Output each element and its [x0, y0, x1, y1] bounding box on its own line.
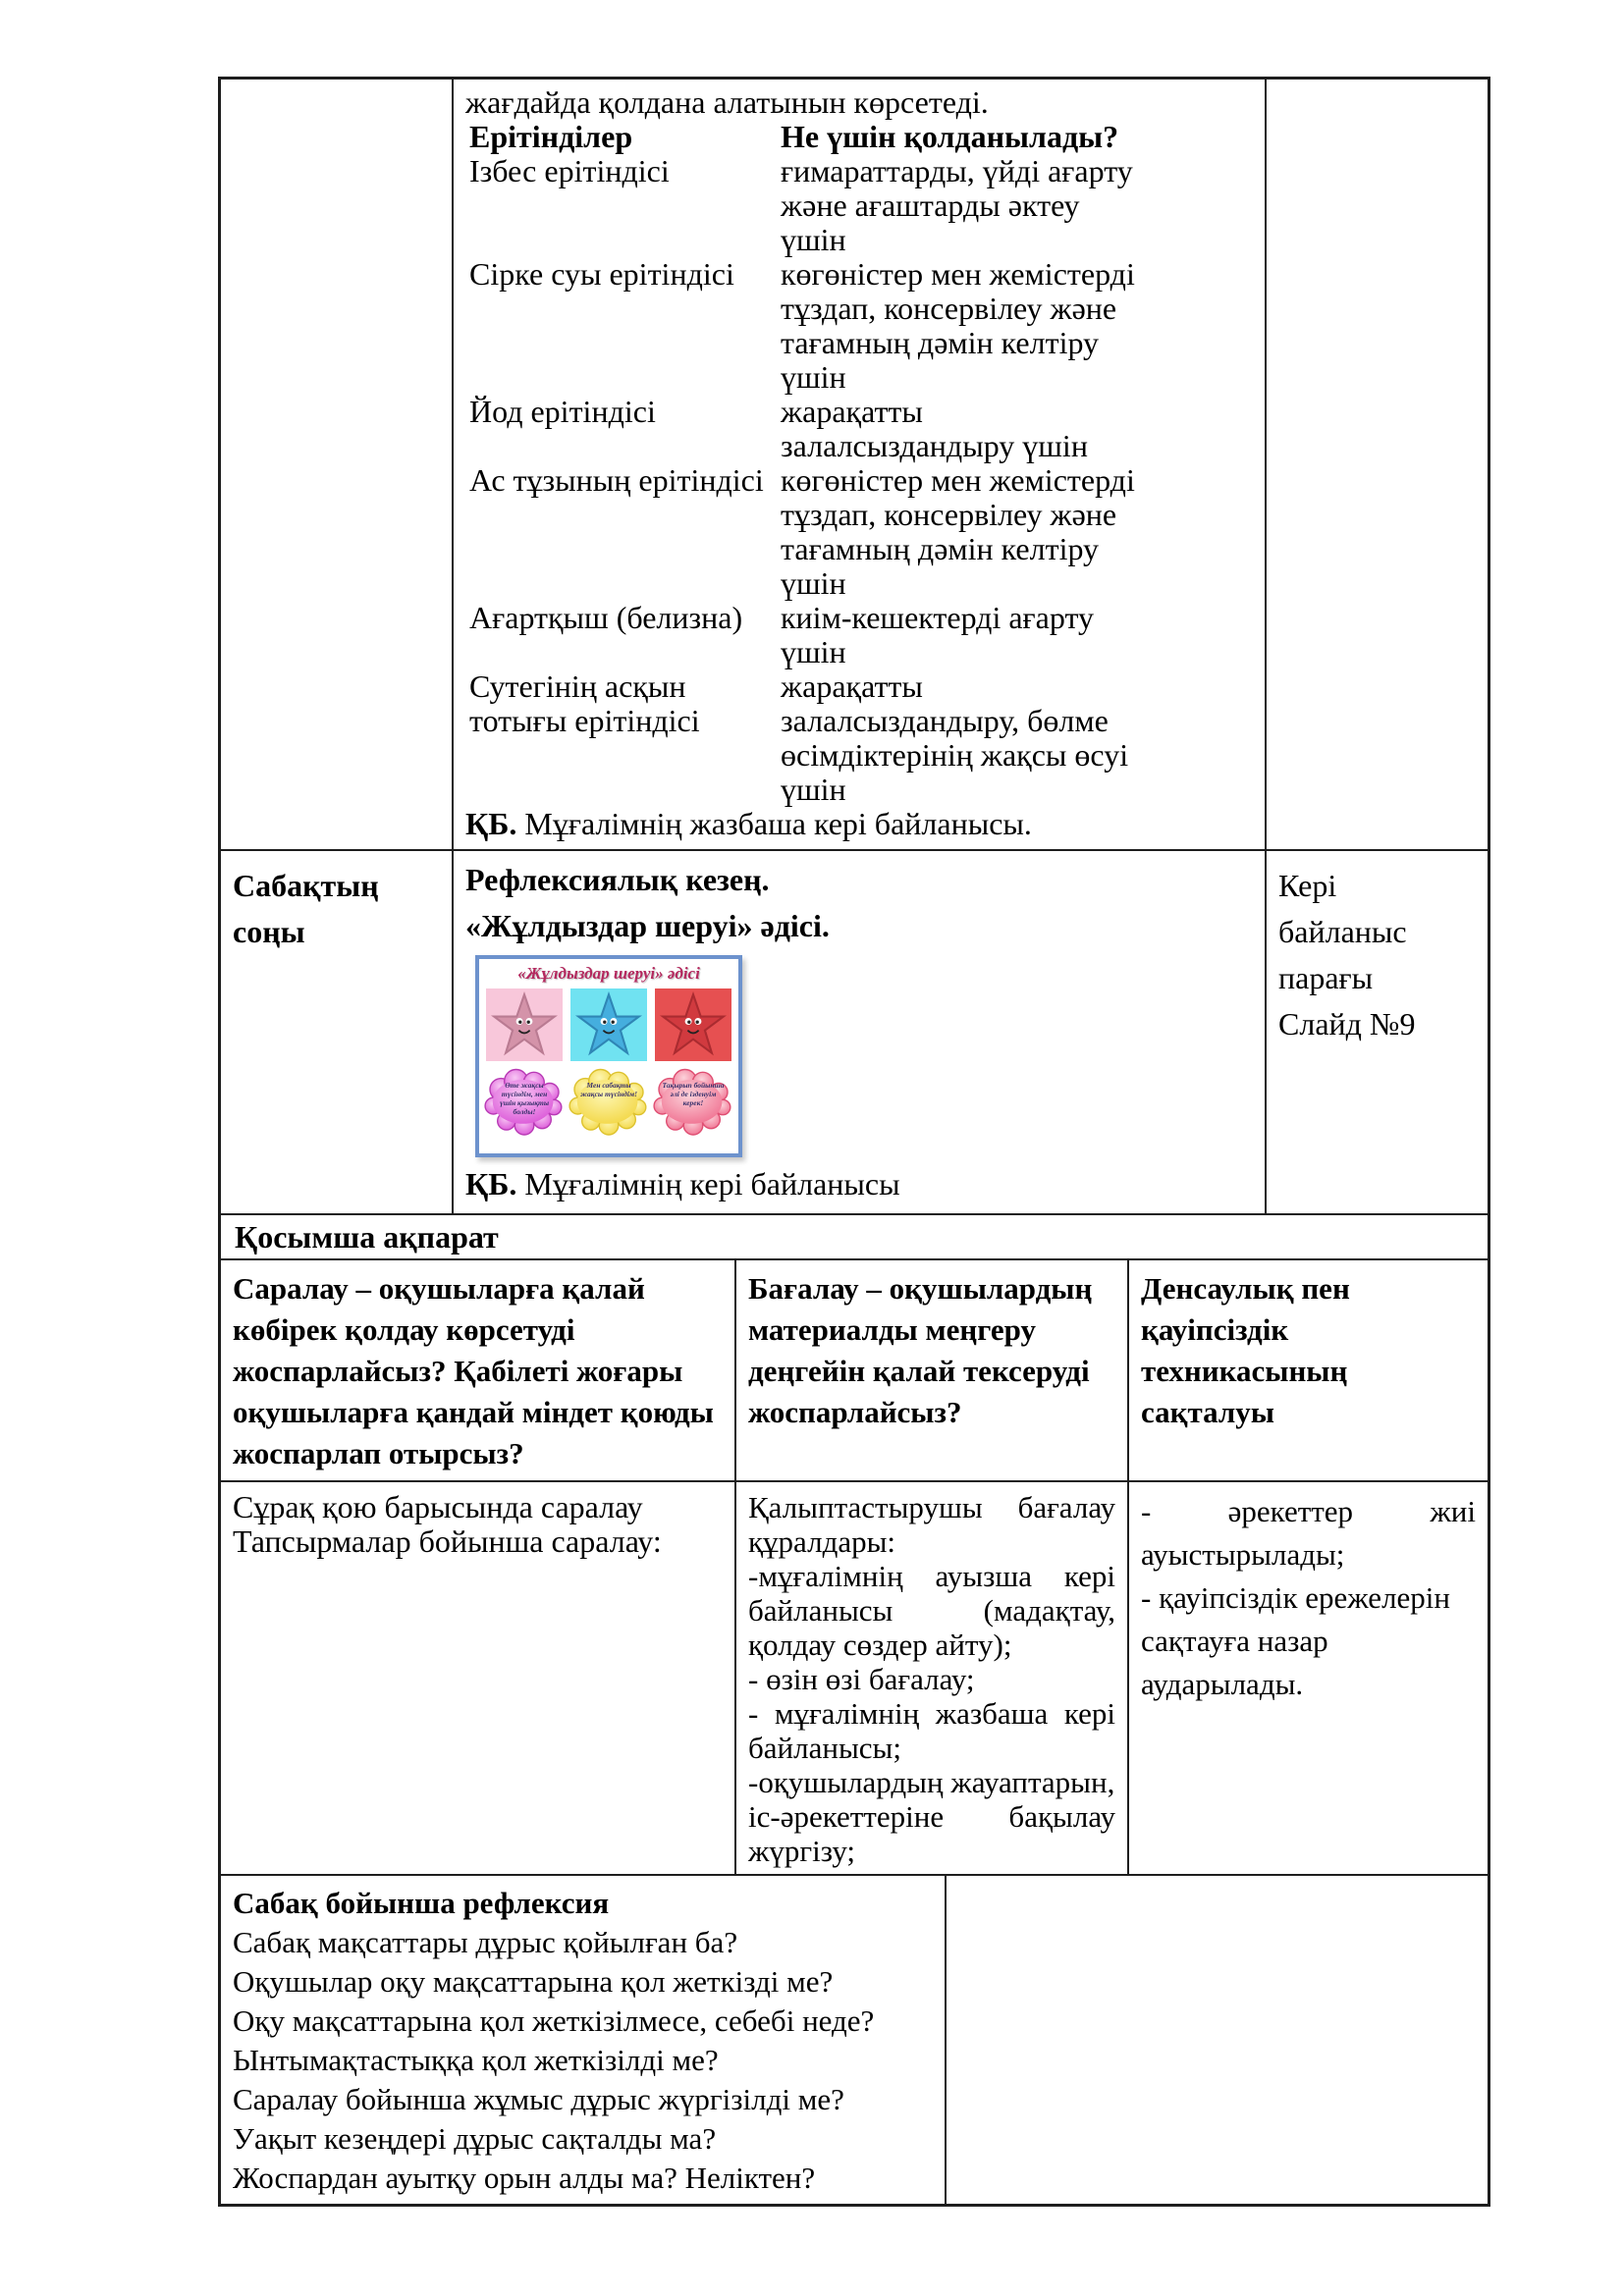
bubble-text: Мен сабақты жақсы түсіндім! — [579, 1081, 638, 1098]
assessment-body-cell: Қалыптастырушы бағалау құралдары: -мұғалімнің ауызша кері байланысы (мадақтау, қолдау сөздер айту); - өзін өзі бағалау; - мұғалімнің жазбаша кері байланысы; -оқушылардың жауаптарын, іс-әрекеттеріне бақылау жүргізу; — [734, 1482, 1127, 1874]
star-panel-red — [655, 988, 731, 1061]
reflection-questions: Сабақ мақсаттары дұрыс қойылған ба? Оқушылар оқу мақсаттарына қол жеткізді ме? Оқу мақсаттарына қол жеткізілмесе, себебі неде? Ынтымақтастыққа қол жеткізілді ме? Саралау бойынша жұмыс дұрыс жүргізілді ме? Уақыт кезеңдері дұрыс сақталды ма? Жоспардан ауытқу орын алды ма? Неліктен? — [233, 1925, 875, 2195]
red-star-icon — [659, 990, 728, 1059]
stars-method-image — [475, 955, 742, 1157]
cloud-bubble-yellow — [568, 1063, 650, 1138]
solution-name: Йод ерітіндісі — [469, 394, 656, 429]
feedback-text: Мұғалімнің кері байланысы — [524, 1166, 900, 1201]
additional-info-title: Қосымша ақпарат — [235, 1219, 499, 1255]
table-row-additional-headers — [221, 1258, 1488, 1480]
solutions-table — [469, 120, 1253, 807]
differentiation-body-cell: Сұрақ қою барысында саралау Тапсырмалар бойынша саралау: — [233, 1489, 662, 1559]
solution-name: Ізбес ерітіндісі — [469, 153, 670, 188]
table-row-additional-body — [221, 1480, 1488, 1874]
solutions-header-name: Ерітінділер — [469, 119, 633, 154]
reflection-notes-cell-empty — [945, 1876, 1488, 2204]
solution-use: киім-кешектерді ағарту үшін — [781, 600, 1094, 669]
star-panels — [486, 988, 731, 1061]
health-safety-header-cell: Денсаулық пен қауіпсіздік техникасының сақталуы — [1127, 1260, 1488, 1480]
reflection-activity-cell — [452, 851, 1265, 1213]
lesson-plan-table — [218, 77, 1490, 2207]
cloud-bubble-purple — [483, 1063, 566, 1138]
table-row-continuation — [221, 80, 1488, 849]
activities-cell — [452, 80, 1265, 849]
feedback-bubbles — [486, 1063, 731, 1138]
resources-cell-empty — [1265, 80, 1488, 849]
feedback-label: ҚБ. — [465, 1166, 517, 1201]
bubble-text: Өте жақсы түсіндім, мен үшін қызықты болды! — [499, 1081, 550, 1116]
cloud-bubble-pink — [652, 1063, 734, 1138]
reflection-cell — [221, 1876, 945, 2204]
intro-text: жағдайда қолдана алатынын көрсетеді. — [465, 84, 989, 120]
feedback-label: ҚБ. — [465, 806, 517, 841]
reflection-title: Сабақ бойынша рефлексия — [233, 1886, 610, 1920]
solution-name: Сірке суы ерітіндісі — [469, 256, 734, 292]
differentiation-header-cell: Саралау – оқушыларға қалай көбірек қолдау көрсетуді жоспарлайсыз? Қабілеті жоғары оқушыларға қандай міндет қоюды жоспарлап отырсыз? — [233, 1271, 714, 1470]
feedback-text: Мұғалімнің жазбаша кері байланысы. — [524, 806, 1032, 841]
activity-title: Рефлексиялық кезең. «Жұлдыздар шеруі» әдісі. — [465, 862, 830, 943]
formative-assessment-note — [465, 1161, 1253, 1207]
solution-use: жарақатты залалсыздандыру, бөлме өсімдіктерінің жақсы өсуі үшін — [781, 668, 1129, 807]
solution-name: Ас тұзының ерітіндісі — [469, 462, 764, 498]
blue-star-icon — [574, 990, 643, 1059]
formative-assessment-note — [465, 807, 1253, 841]
stage-cell: Сабақтың соңы — [233, 868, 379, 949]
stage-cell-empty — [221, 80, 452, 849]
health-safety-body-cell: - әрекеттер жиі ауыстырылады; - қауіпсіздік ережелерін сақтауға назар аударылады. — [1127, 1482, 1488, 1874]
table-row-additional-info — [221, 1213, 1488, 1258]
pink-star-icon — [490, 990, 559, 1059]
table-row-lesson-end — [221, 849, 1488, 1213]
star-panel-blue — [570, 988, 647, 1061]
resources-cell: Кері байланыс парағы Слайд №9 — [1265, 851, 1488, 1213]
stars-method-image-title: «Жұлдыздар шеруі» әдісі — [517, 964, 700, 983]
solution-use: көгөністер мен жемістерді тұздап, консервілеу және тағамның дәмін келтіру үшін — [781, 256, 1135, 395]
solution-use: көгөністер мен жемістерді тұздап, консервілеу және тағамның дәмін келтіру үшін — [781, 462, 1135, 601]
solution-use: жарақатты залалсыздандыру үшін — [781, 394, 1088, 463]
bubble-text: Тақырып бойынша әлі де ізденуім керек! — [662, 1081, 725, 1107]
solution-name: Ағартқыш (белизна) — [469, 600, 743, 635]
yellow-cloud-icon — [568, 1063, 650, 1138]
solution-name: Сутегінің асқын тотығы ерітіндісі — [469, 668, 700, 738]
table-row-reflection — [221, 1874, 1488, 2204]
solution-use: ғимараттарды, үйді ағарту және ағаштарды әктеу үшін — [781, 153, 1133, 257]
star-panel-pink — [486, 988, 563, 1061]
assessment-header-cell: Бағалау – оқушылардың материалды меңгеру деңгейін қалай тексеруді жоспарлайсыз? — [734, 1260, 1127, 1480]
solutions-header-use: Не үшін қолданылады? — [781, 119, 1119, 154]
